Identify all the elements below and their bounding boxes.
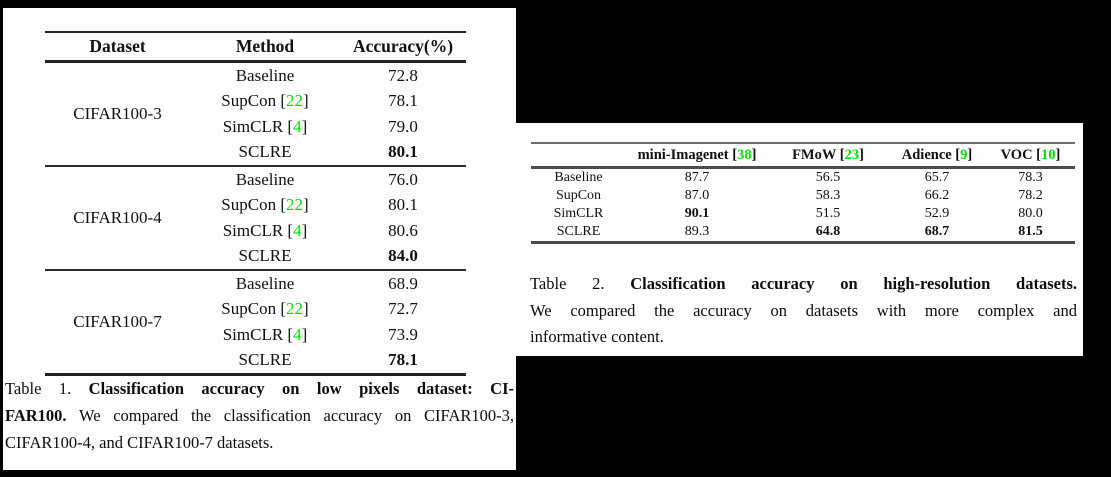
- table-row: [190, 271, 466, 297]
- table1-caption: [5, 375, 514, 456]
- cell-value-best: 81.5: [1018, 224, 1043, 239]
- cell-value: 56.5: [815, 170, 841, 185]
- table-row: [531, 169, 1075, 187]
- method-label: Baseline: [235, 273, 295, 293]
- table-row: SupCon [22] 78.1: [190, 89, 466, 115]
- method-label: Baseline: [554, 170, 603, 185]
- table-row: SupCon [22] 72.7: [190, 297, 466, 323]
- table1-header-accuracy: Accuracy(%): [352, 36, 454, 56]
- table1-body: [45, 63, 466, 376]
- table1-header-method: Method: [235, 36, 295, 56]
- method-label: SimCLR [: [222, 324, 294, 344]
- accuracy-value-best: 84.0: [388, 246, 418, 266]
- table-row: [190, 140, 466, 166]
- method-label: SupCon [: [221, 91, 287, 111]
- table-row: [190, 63, 466, 89]
- caption-number: Table 2.: [530, 274, 605, 293]
- caption-text: We compared the classification accuracy on CIFAR100-3,: [78, 406, 514, 425]
- citation-link[interactable]: 23: [844, 146, 860, 163]
- accuracy-value: 72.8: [388, 65, 418, 85]
- table-row: SimCLR [4] 73.9: [190, 322, 466, 348]
- table-row: [190, 348, 466, 374]
- method-label: SupCon [: [221, 299, 287, 319]
- cell-value: 78.2: [1018, 188, 1043, 203]
- cell-value: 78.3: [1018, 170, 1043, 185]
- table-row: SimCLR [4] 79.0: [190, 114, 466, 140]
- column-header: mini-Imagenet [: [637, 146, 738, 163]
- table-row: [531, 205, 1075, 223]
- cell-value: 87.7: [684, 170, 710, 185]
- citation-link[interactable]: 38: [737, 146, 752, 163]
- table2-body: [531, 169, 1075, 244]
- method-label: Baseline: [235, 65, 295, 85]
- table2: [531, 142, 1075, 244]
- column-header: Adience [: [901, 146, 961, 163]
- caption-text: CIFAR100-4, and CIFAR100-7 datasets.: [5, 433, 274, 452]
- citation-link[interactable]: 4: [293, 220, 302, 240]
- method-label: SupCon [: [221, 195, 287, 215]
- accuracy-value: 73.9: [388, 324, 418, 344]
- method-label: SupCon: [555, 188, 602, 203]
- cell-value: 80.0: [1018, 206, 1043, 221]
- method-label: SCLRE: [238, 246, 292, 266]
- dataset-label: CIFAR100-7: [73, 312, 162, 331]
- table1-header-dataset: Dataset: [89, 36, 146, 56]
- table1-header-row: [45, 33, 466, 63]
- method-label: Baseline: [235, 169, 295, 189]
- column-header: FMoW [: [792, 146, 845, 163]
- caption-text: informative content.: [530, 327, 664, 346]
- cell-value-best: 64.8: [815, 224, 841, 239]
- caption-bold-title: FAR100.: [5, 406, 67, 425]
- citation-link[interactable]: 4: [293, 324, 302, 344]
- dataset-label: CIFAR100-4: [73, 208, 162, 227]
- citation-link[interactable]: 10: [1041, 146, 1056, 163]
- method-label: SimCLR [: [222, 116, 294, 136]
- cell-value: 66.2: [924, 188, 950, 203]
- table1-group-cifar100-7: [45, 269, 466, 373]
- table-row: SupCon [22] 80.1: [190, 193, 466, 219]
- accuracy-value-best: 80.1: [388, 142, 418, 162]
- accuracy-value: 68.9: [388, 273, 418, 293]
- accuracy-value: 80.1: [388, 195, 418, 215]
- caption-bold-title: Classification accuracy on low pixels dataset: CI-: [88, 379, 515, 398]
- caption-text: We compared the accuracy on datasets with more complex and: [530, 300, 1077, 320]
- caption-number: Table 1.: [5, 379, 72, 398]
- citation-link[interactable]: 22: [286, 91, 304, 111]
- table-row: [531, 187, 1075, 205]
- table2-header-row: mini-Imagenet [38] FMoW [23] Adience [9] VOC [10]: [531, 144, 1075, 169]
- cell-value-best: 68.7: [924, 224, 950, 239]
- accuracy-value: 76.0: [388, 169, 418, 189]
- accuracy-value: 72.7: [388, 299, 418, 319]
- cell-value: 65.7: [924, 170, 950, 185]
- caption-bold-title: Classification accuracy on high-resolution datasets.: [630, 274, 1077, 293]
- table-row: SimCLR [4] 80.6: [190, 218, 466, 244]
- method-label: SCLRE: [238, 142, 292, 162]
- method-label: SimCLR [: [222, 220, 294, 240]
- right-paper-panel: [516, 123, 1083, 356]
- table1: [45, 31, 466, 376]
- citation-link[interactable]: 9: [960, 146, 968, 163]
- cell-value: 89.3: [684, 224, 710, 239]
- citation-link[interactable]: 22: [286, 299, 304, 319]
- accuracy-value: 78.1: [388, 91, 418, 111]
- cell-value: 87.0: [684, 188, 710, 203]
- table1-group-cifar100-4: [45, 165, 466, 269]
- citation-link[interactable]: 4: [293, 116, 302, 136]
- method-label: SCLRE: [238, 350, 292, 370]
- left-paper-panel: [3, 8, 516, 470]
- cell-value: 51.5: [815, 206, 841, 221]
- table-row: [531, 223, 1075, 241]
- method-label: SimCLR: [553, 206, 604, 221]
- table-row: [190, 167, 466, 193]
- table2-caption: [530, 271, 1077, 351]
- column-header: VOC [: [1000, 146, 1042, 163]
- cell-value-best: 90.1: [684, 206, 710, 221]
- citation-link[interactable]: 22: [286, 195, 304, 215]
- dataset-label: CIFAR100-3: [73, 104, 162, 123]
- cell-value: 52.9: [924, 206, 950, 221]
- accuracy-value: 79.0: [388, 116, 418, 136]
- accuracy-value-best: 78.1: [388, 350, 418, 370]
- method-label: SCLRE: [556, 224, 601, 239]
- table-row: [190, 244, 466, 270]
- accuracy-value: 80.6: [388, 220, 418, 240]
- table1-group-cifar100-3: [45, 63, 466, 165]
- cell-value: 58.3: [815, 188, 841, 203]
